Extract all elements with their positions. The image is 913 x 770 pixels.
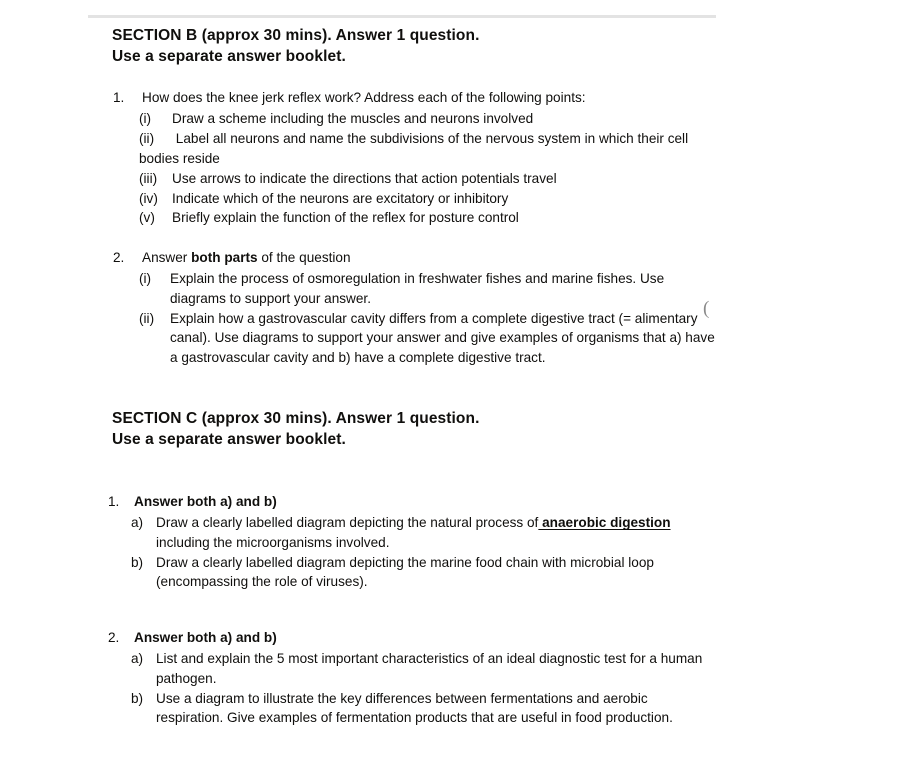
question-c1 bbox=[108, 492, 718, 592]
question-b1 bbox=[113, 88, 713, 228]
question-b1-item-v-text: Briefly explain the function of the reflex for posture control bbox=[172, 210, 519, 226]
question-c1-item-a-emphasis: anaerobic digestion bbox=[538, 515, 671, 531]
question-b1-number: 1. bbox=[113, 90, 125, 105]
question-c1-item-a-marker: a) bbox=[131, 515, 144, 531]
question-c1-item-a bbox=[131, 513, 718, 552]
question-b2-item-ii-marker: (ii) bbox=[139, 310, 155, 326]
question-c2-stem-row bbox=[108, 628, 718, 647]
question-b2-sub-list bbox=[139, 269, 718, 367]
question-b2 bbox=[113, 248, 718, 367]
question-b2-stem-row bbox=[113, 248, 718, 267]
section-c-heading bbox=[112, 408, 732, 450]
question-b1-item-ii-text: Label all neurons and name the subdivisions of the nervous system in which their cell bodies reside bbox=[139, 131, 689, 166]
scan-artifact-mark: ( bbox=[703, 298, 710, 319]
question-b2-number: 2. bbox=[113, 250, 125, 265]
question-b2-item-ii bbox=[139, 309, 718, 367]
question-c1-stem: Answer both a) and b) bbox=[134, 494, 277, 509]
question-b2-stem-pre: Answer bbox=[142, 250, 192, 265]
question-c2 bbox=[108, 628, 718, 728]
question-c1-item-a-text-pre: Draw a clearly labelled diagram depicting the natural process of bbox=[156, 515, 539, 531]
question-b1-item-ii-marker: (ii) bbox=[139, 131, 155, 147]
question-b1-item-ii bbox=[139, 129, 713, 168]
question-b1-item-i bbox=[139, 109, 713, 128]
question-c2-item-a-text: List and explain the 5 most important characteristics of an ideal diagnostic test for a human pathogen. bbox=[156, 651, 703, 686]
question-b1-item-iii bbox=[139, 169, 713, 188]
question-c2-item-a bbox=[131, 649, 718, 688]
question-c2-item-b-marker: b) bbox=[131, 690, 144, 706]
section-b-heading-line-1: SECTION B (approx 30 mins). Answer 1 question. bbox=[112, 27, 480, 44]
question-b2-item-i-marker: (i) bbox=[139, 271, 152, 287]
question-b2-stem bbox=[142, 248, 718, 267]
question-c1-number: 1. bbox=[108, 494, 120, 509]
question-c2-stem: Answer both a) and b) bbox=[134, 630, 277, 645]
question-b2-item-i-text: Explain the process of osmoregulation in freshwater fishes and marine fishes. Use diagrams to support your answer. bbox=[170, 271, 665, 306]
question-b2-item-ii-text: Explain how a gastrovascular cavity differs from a complete digestive tract (= alimentary canal). Use diagrams to support your answer and give examples of organisms that a) have a gastrovascular cavity and b) have a complete digestive tract. bbox=[170, 310, 715, 365]
question-b1-item-iii-text: Use arrows to indicate the directions that action potentials travel bbox=[172, 170, 557, 186]
section-c-heading-line-1: SECTION C (approx 30 mins). Answer 1 question. bbox=[112, 410, 480, 427]
question-c2-sub-list bbox=[131, 649, 718, 727]
question-c2-item-b-text: Use a diagram to illustrate the key differences between fermentations and aerobic respiration. Give examples of fermentation products that are useful in food production. bbox=[156, 690, 673, 726]
section-b-heading bbox=[112, 25, 732, 67]
question-b1-stem: How does the knee jerk reflex work? Address each of the following points: bbox=[142, 90, 586, 105]
question-b1-item-i-text: Draw a scheme including the muscles and neurons involved bbox=[172, 111, 534, 127]
section-c-heading-line-2: Use a separate answer booklet. bbox=[112, 431, 346, 448]
question-b2-stem-bold: both parts bbox=[191, 250, 258, 265]
question-c1-sub-list bbox=[131, 513, 718, 591]
question-b1-item-v-marker: (v) bbox=[139, 210, 155, 226]
question-b2-stem-post: of the question bbox=[257, 250, 351, 265]
question-c1-item-b bbox=[131, 553, 718, 592]
question-b2-item-i bbox=[139, 269, 718, 308]
question-b1-item-iv-text: Indicate which of the neurons are excitatory or inhibitory bbox=[172, 190, 509, 206]
question-c1-item-b-marker: b) bbox=[131, 554, 144, 570]
question-c1-item-a-text-post: including the microorganisms involved. bbox=[156, 534, 390, 550]
question-c2-number: 2. bbox=[108, 630, 120, 645]
question-b1-item-iv bbox=[139, 189, 713, 208]
question-b1-item-iv-marker: (iv) bbox=[139, 190, 158, 206]
section-b-heading-line-2: Use a separate answer booklet. bbox=[112, 48, 346, 65]
question-c2-item-a-marker: a) bbox=[131, 651, 144, 667]
question-c1-stem-row bbox=[108, 492, 718, 511]
question-b1-item-v bbox=[139, 208, 713, 227]
question-b1-item-i-marker: (i) bbox=[139, 111, 152, 127]
question-c1-item-b-text: Draw a clearly labelled diagram depicting the marine food chain with microbial loop (encompassing the role of viruses). bbox=[156, 554, 654, 590]
question-c2-item-b bbox=[131, 689, 718, 728]
question-c1-item-a-text bbox=[156, 513, 718, 552]
question-b1-sub-list bbox=[139, 109, 713, 227]
header-rule bbox=[88, 15, 716, 18]
question-b1-stem-row bbox=[113, 88, 713, 107]
question-b1-item-iii-marker: (iii) bbox=[139, 170, 158, 186]
